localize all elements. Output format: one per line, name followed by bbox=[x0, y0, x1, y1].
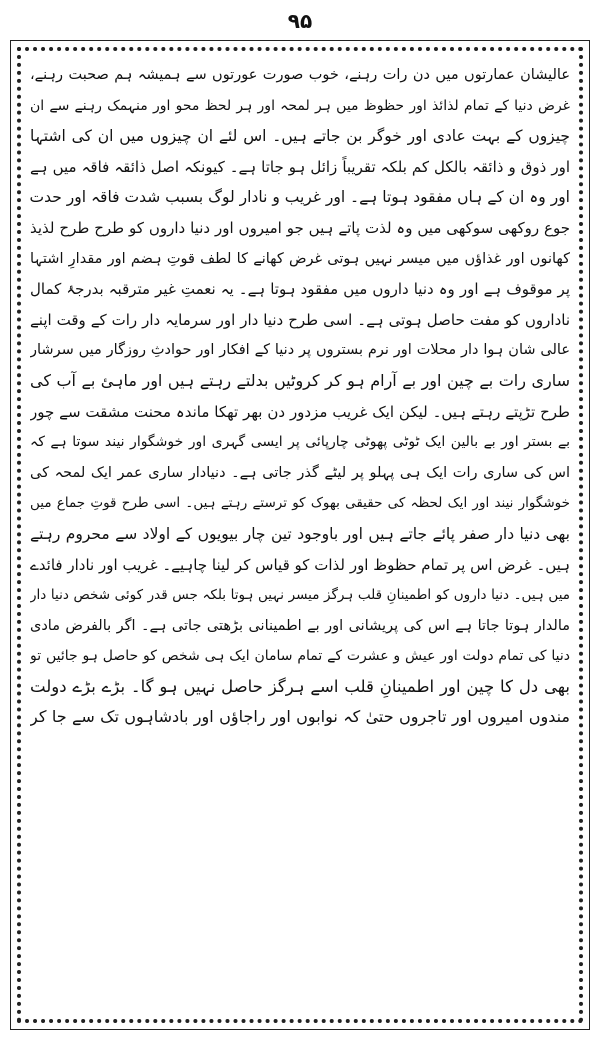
body-text bbox=[30, 60, 570, 1010]
text-line: جوع روکھی سوکھی میں وہ لذت پاتے ہیں جو امیروں اور دنیا داروں کو طرح طرح لذیذ bbox=[30, 218, 570, 237]
text-line: طرح تڑپتے رہتے ہیں۔ لیکن ایک غریب مزدور دن بھر تھکا ماندہ محنت مشقت سے چور bbox=[30, 402, 570, 421]
text-line: اس کی ساری رات ایک ہی پہلو پر لیٹے گذر جاتی ہے۔ دنیادار ساری عمر ایک لمحہ کی bbox=[30, 464, 570, 481]
text-line: بھی دل کا چین اور اطمینانِ قلب اسے ہرگز حاصل نہیں ہو گا۔ بڑے بڑے دولت bbox=[30, 676, 570, 696]
page-number: ۹۵ bbox=[287, 9, 313, 33]
text-line: دنیا کی تمام دولت اور عیش و عشرت کے تمام سامان ایک ہی شخص کو حاصل ہو جائیں تو bbox=[30, 648, 570, 665]
text-line: چیزوں کے بہت عادی اور خوگر بن جاتے ہیں۔ اس لئے ان چیزوں میں ان کی اشتہا bbox=[30, 127, 570, 146]
text-line: مالدار ہوتا جاتا ہے اس کی پریشانی اور بے اطمینانی بڑھتی جاتی ہے۔ اگر بالفرض مادی bbox=[30, 617, 570, 634]
text-line: مندوں امیروں اور تاجروں حتیٰ کہ نوابوں اور راجاؤں اور بادشاہوں تک سے جا کر bbox=[30, 707, 570, 727]
text-line: پر موقوف ہے اور وہ دنیا داروں میں مفقود ہوتا ہے۔ یہ نعمتِ غیر مترقبہ بدرجۂ کمال bbox=[30, 280, 570, 299]
text-line: اور ذوق و ذائقہ بالکل کم بلکہ تقریباً زائل ہو جاتا ہے۔ کیونکہ اصل ذائقہ فاقہ میں ہے bbox=[30, 157, 570, 176]
text-line: بے بستر اور بے بالین ایک ٹوٹی پھوٹی چارپائی پر ایسی گہری اور خوشگوار نیند سوتا ہے کہ bbox=[30, 434, 570, 451]
text-line: خوشگوار نیند اور ایک لحظہ کی حقیقی بھوک کو ترستے رہتے ہیں۔ اسی طرح قوتِ جماع میں bbox=[30, 495, 570, 512]
text-line: ناداروں کو مفت حاصل ہوتی ہے۔ اسی طرح دنیا دار اور سرمایہ دار رات کے وقت اپنے bbox=[30, 310, 570, 329]
text-line: عالیشان عمارتوں میں دن رات رہنے، خوب صورت عورتوں سے ہمیشہ ہم صحبت رہنے، bbox=[30, 67, 570, 83]
text-line: ہیں۔ غرض اس پر تمام حظوظ اور لذات کو قیاس کر لینا چاہیے۔ غریب اور نادار فائدے bbox=[30, 555, 570, 574]
text-line: کھانوں اور غذاؤں میں میسر نہیں ہوتی غرض کھانے کا لطف قوتِ ہضم اور مقدارِ اشتہا bbox=[30, 250, 570, 267]
text-line: اور وہ ان کے ہاں مفقود ہوتا ہے۔ اور غریب و نادار لوگ بسبب شدت فاقہ اور حدت bbox=[30, 188, 570, 207]
text-line: میں ہیں۔ دنیا داروں کو اطمینانِ قلب ہرگز میسر نہیں ہوتا بلکہ جس قدر کوئی شخص دنیا دار bbox=[30, 587, 570, 604]
text-line: غرض دنیا کے تمام لذائذ اور حظوظ میں ہر لمحہ اور ہر لحظ محو اور منہمک رہنے سے ان bbox=[30, 97, 570, 114]
text-line: ساری رات بے چین اور بے آرام ہو کر کروٹیں بدلتے رہتے ہیں اور ماہئ بے آب کی bbox=[30, 370, 570, 390]
text-line: بھی دنیا دار صفر پائے جاتے ہیں اور باوجود تین چار بیویوں کے اولاد سے محروم رہتے bbox=[30, 524, 570, 543]
text-line: عالی شان ہوا دار محلات اور نرم بستروں پر دنیا کے افکار اور حوادثِ روزگار میں سرشار bbox=[30, 342, 570, 359]
